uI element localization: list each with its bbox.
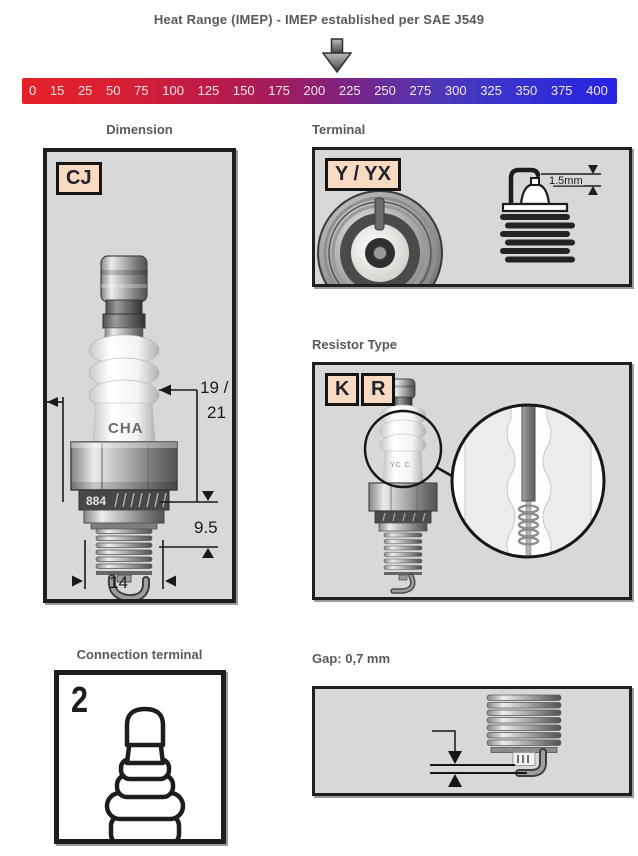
resistor-thread-ridges bbox=[384, 533, 422, 570]
resistor-element bbox=[522, 403, 535, 501]
gap-box bbox=[312, 686, 632, 796]
resistor-code-label-r: R bbox=[361, 373, 395, 406]
scale-value: 75 bbox=[134, 83, 149, 98]
heat-range-pointer-arrow-icon bbox=[322, 38, 352, 74]
gap-plug-end bbox=[487, 695, 561, 773]
scale-value: 275 bbox=[409, 83, 432, 98]
terminal-code-label: Y / YX bbox=[325, 158, 401, 191]
scale-value: 400 bbox=[586, 83, 608, 98]
gap-heading: Gap: 0,7 mm bbox=[312, 651, 391, 666]
thread-diameter-label: 14 bbox=[109, 573, 128, 592]
connection-code-label: 2 bbox=[71, 679, 89, 720]
plug-brand-marking: CHA bbox=[108, 420, 144, 437]
scale-value: 350 bbox=[515, 83, 538, 98]
page-title: Heat Range (IMEP) - IMEP established per SAE J549 bbox=[153, 12, 485, 27]
insulator-height-label-2: 21 bbox=[207, 403, 226, 422]
dimension-plug-drawing bbox=[47, 152, 232, 599]
resistor-plug-marking: YC C bbox=[390, 462, 411, 469]
terminal-heading: Terminal bbox=[312, 122, 366, 137]
gap-drawing bbox=[315, 689, 629, 793]
dimension-heading: Dimension bbox=[106, 122, 173, 137]
scale-value: 15 bbox=[49, 83, 65, 98]
terminal-measure-annotation bbox=[541, 165, 601, 195]
terminal-reach-diagram bbox=[500, 165, 601, 263]
connection-terminal-outline-drawing bbox=[59, 675, 221, 839]
heat-range-scale bbox=[22, 78, 617, 104]
scale-value: 300 bbox=[444, 83, 467, 98]
scale-value: 150 bbox=[232, 83, 255, 98]
resistor-box bbox=[312, 362, 632, 600]
scale-value: 225 bbox=[338, 83, 361, 98]
scale-value: 50 bbox=[106, 83, 121, 98]
scale-value: 200 bbox=[303, 83, 326, 98]
scale-value: 250 bbox=[374, 83, 396, 98]
resistor-cutaway-lens bbox=[452, 403, 604, 563]
insulator-height-label-1: 19 / bbox=[200, 378, 229, 397]
plug-firing-end-photo bbox=[318, 191, 442, 284]
plug-knurl-marking: 884 bbox=[86, 494, 107, 508]
thread-reach-label: 9.5 bbox=[194, 518, 218, 537]
gap-measure-annotation bbox=[430, 731, 527, 787]
resistor-code-label-k: K bbox=[325, 373, 359, 406]
gap-thread-ridges bbox=[487, 695, 561, 746]
resistor-heading: Resistor Type bbox=[312, 337, 398, 352]
connection-heading: Connection terminal bbox=[76, 647, 203, 662]
thread-ridges bbox=[96, 529, 152, 569]
thread-bars bbox=[500, 214, 575, 263]
scale-value: 375 bbox=[550, 83, 573, 98]
scale-value: 175 bbox=[268, 83, 290, 98]
terminal-measurement-label: 1.5mm bbox=[549, 175, 583, 187]
dimension-code-label: CJ bbox=[56, 162, 102, 195]
scale-value: 0 bbox=[29, 83, 37, 98]
scale-value: 25 bbox=[77, 83, 93, 98]
terminal-box bbox=[312, 147, 632, 287]
dimension-box bbox=[43, 148, 236, 603]
connection-terminal-box bbox=[54, 670, 226, 844]
scale-value: 100 bbox=[162, 83, 184, 98]
scale-value: 125 bbox=[197, 83, 220, 98]
scale-value: 325 bbox=[480, 83, 502, 98]
